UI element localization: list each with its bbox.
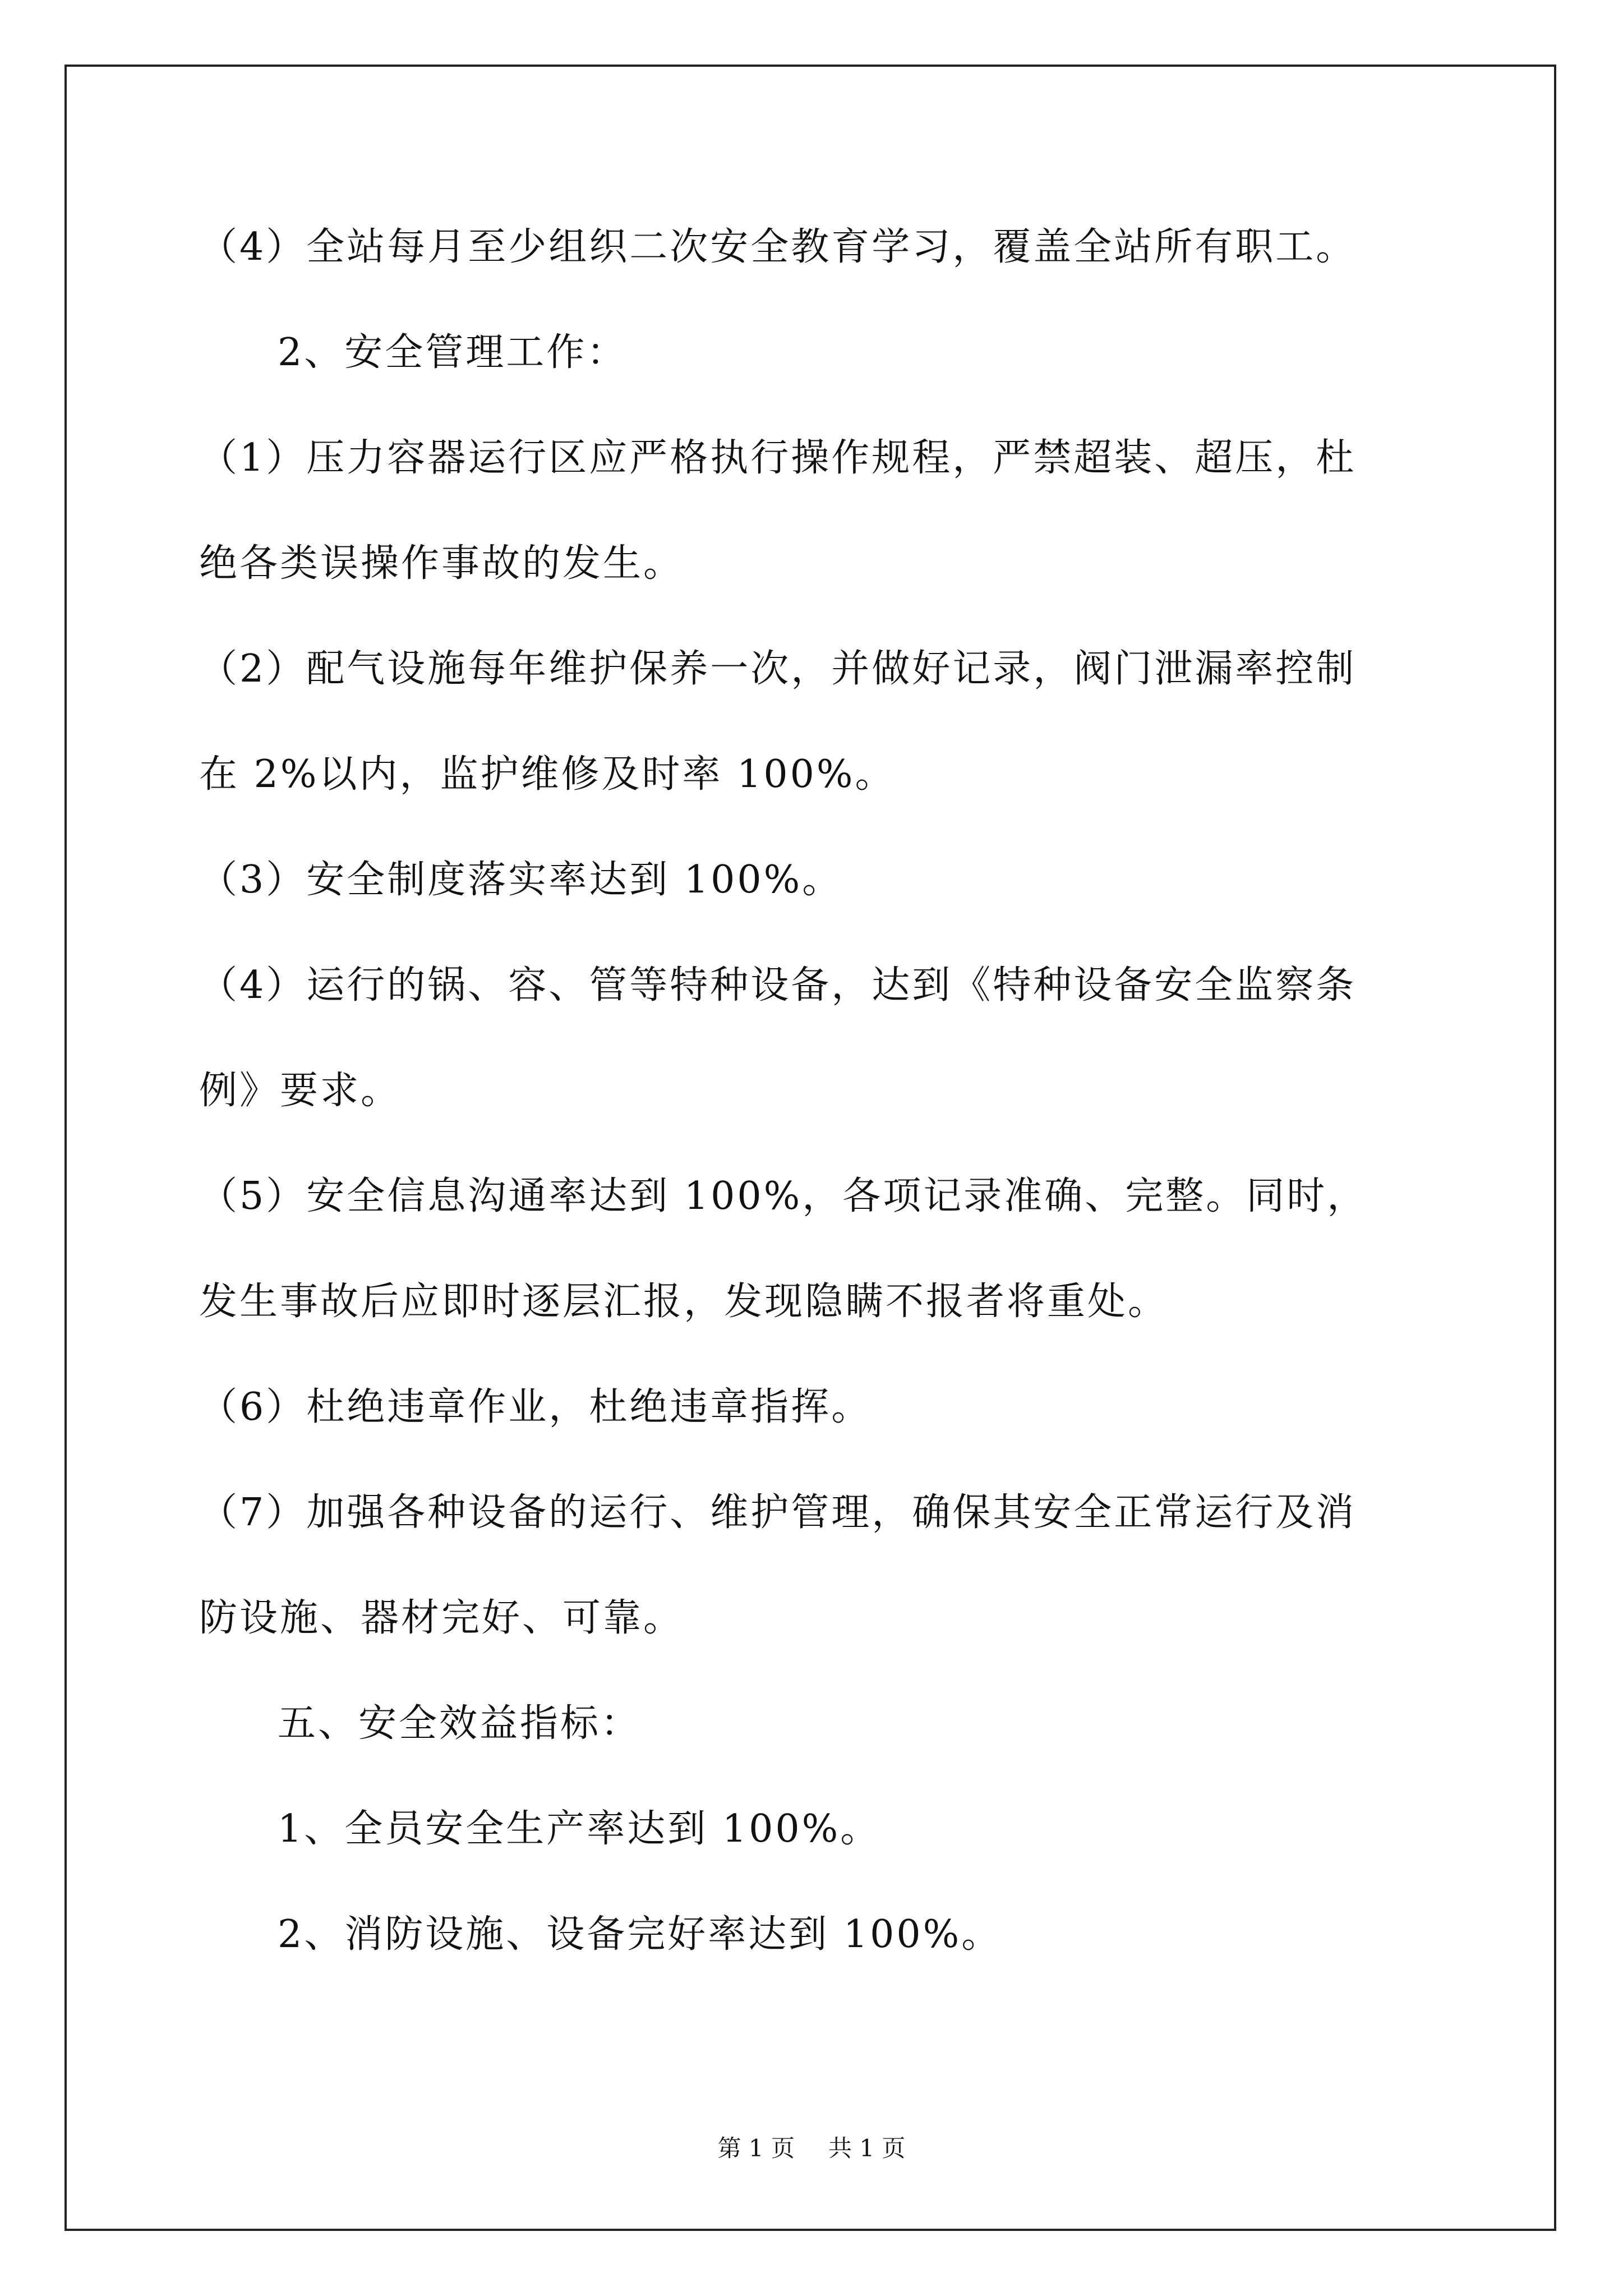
page-number: 第 1 页	[717, 2134, 795, 2162]
paragraph-line: 防设施、器材完好、可靠。	[199, 1596, 684, 1640]
page-footer	[0, 2132, 1623, 2165]
paragraph-line: （7）加强各种设备的运行、维护管理，确保其安全正常运行及消	[199, 1490, 1357, 1535]
paragraph-line: 绝各类误操作事故的发生。	[199, 541, 684, 586]
paragraph-line: （3）安全制度落实率达到 100%。	[199, 858, 843, 902]
paragraph-line: （1）压力容器运行区应严格执行操作规程，严禁超装、超压，杜	[199, 436, 1357, 480]
section-heading: 五、安全效益指标：	[278, 1701, 642, 1746]
paragraph-line: 2、消防设施、设备完好率达到 100%。	[278, 1912, 1002, 1957]
paragraph-line: （6）杜绝违章作业，杜绝违章指挥。	[199, 1385, 872, 1429]
paragraph-line: （4）运行的锅、容、管等特种设备，达到《特种设备安全监察条	[199, 963, 1357, 1007]
paragraph-line: （5）安全信息沟通率达到 100%，各项记录准确、完整。同时，	[199, 1174, 1368, 1218]
paragraph-line: （4）全站每月至少组织二次安全教育学习，覆盖全站所有职工。	[199, 225, 1357, 269]
paragraph-line: 1、全员安全生产率达到 100%。	[278, 1807, 881, 1851]
page-border	[64, 65, 1556, 2231]
section-heading: 2、安全管理工作：	[278, 330, 628, 375]
paragraph-line: 在 2%以内，监护维修及时率 100%。	[199, 752, 896, 797]
paragraph-line: 发生事故后应即时逐层汇报，发现隐瞒不报者将重处。	[199, 1280, 1169, 1324]
page-total: 共 1 页	[828, 2134, 906, 2162]
paragraph-line: （2）配气设施每年维护保养一次，并做好记录，阀门泄漏率控制	[199, 647, 1357, 691]
paragraph-line: 例》要求。	[199, 1069, 402, 1113]
